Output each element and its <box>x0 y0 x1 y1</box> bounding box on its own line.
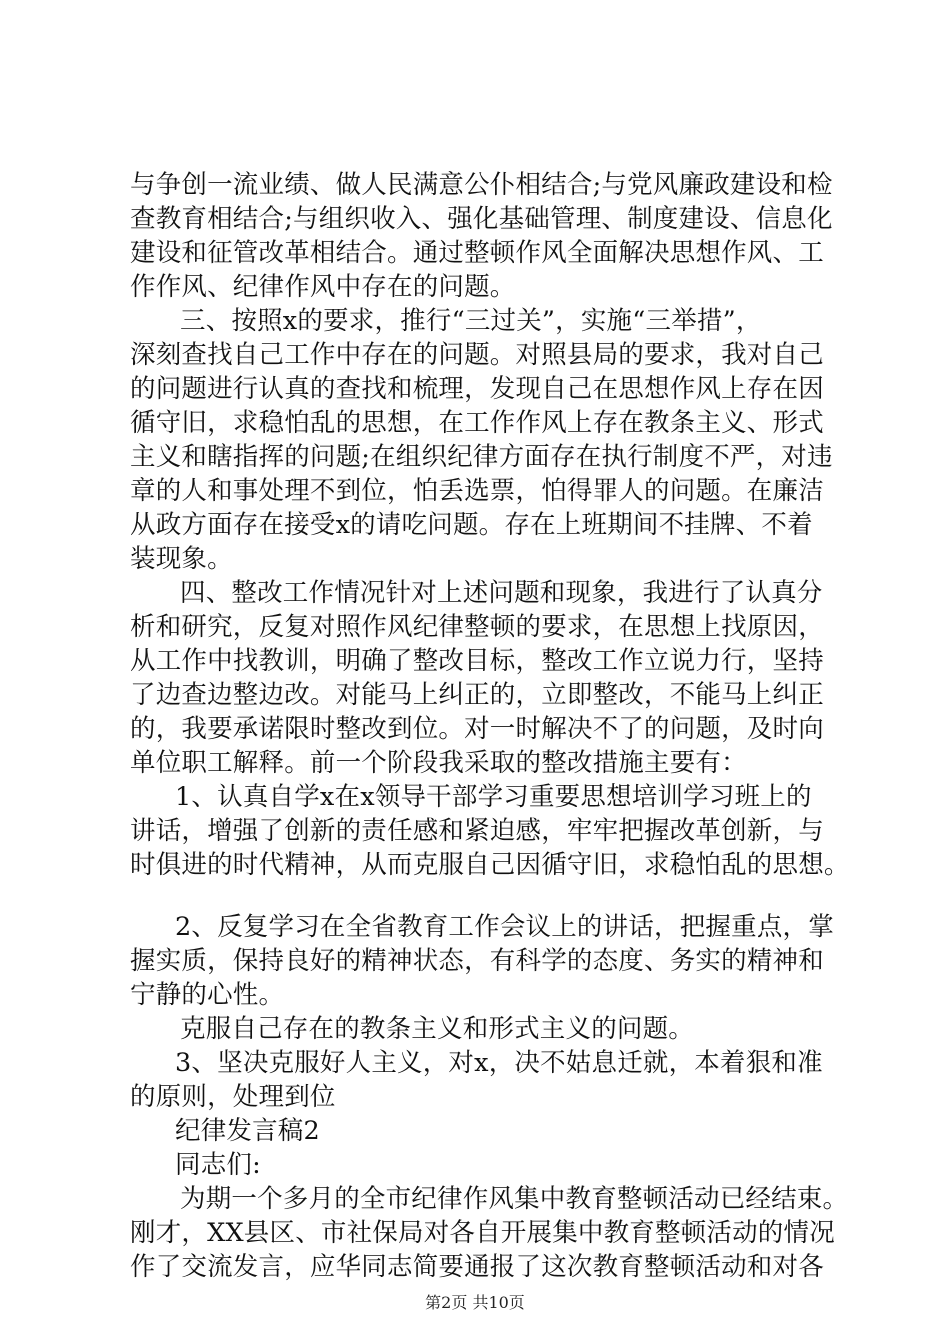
paragraph-line: 从工作中找教训，明确了整改目标，整改工作立说力行，坚持 <box>130 646 824 676</box>
paragraph-line: 3、坚决克服好人主义，对x，决不姑息迁就，本着狠和准 <box>175 1048 823 1078</box>
paragraph-line: 循守旧，求稳怕乱的思想，在工作作风上存在教条主义、形式 <box>130 408 824 438</box>
paragraph-line: 作了交流发言，应华同志简要通报了这次教育整顿活动和对各 <box>130 1252 824 1282</box>
paragraph-line: 刚才，XX县区、市社保局对各自开展集中教育整顿活动的情况 <box>130 1218 835 1248</box>
paragraph-line: 主义和瞎指挥的问题;在组织纪律方面存在执行制度不严，对违 <box>130 442 833 472</box>
paragraph-line: 装现象。 <box>130 544 233 574</box>
paragraph-line: 四、整改工作情况针对上述问题和现象，我进行了认真分 <box>180 578 823 608</box>
paragraph-line: 的，我要承诺限时整改到位。对一时解决不了的问题，及时向 <box>130 714 824 744</box>
paragraph-line: 时俱进的时代精神，从而克服自己因循守旧，求稳怕乱的思想。 <box>130 850 850 880</box>
paragraph-line: 深刻查找自己工作中存在的问题。对照县局的要求，我对自己 <box>130 340 824 370</box>
paragraph-line: 握实质，保持良好的精神状态，有科学的态度、务实的精神和 <box>130 946 824 976</box>
paragraph-line: 建设和征管改革相结合。通过整顿作风全面解决思想作风、工 <box>130 238 824 268</box>
paragraph-line: 与争创一流业绩、做人民满意公仆相结合;与党风廉政建设和检 <box>130 170 833 200</box>
paragraph-line: 克服自己存在的教条主义和形式主义的问题。 <box>180 1014 695 1044</box>
salutation: 同志们: <box>175 1150 261 1180</box>
paragraph-line: 1、认真自学x在x领导干部学习重要思想培训学习班上的 <box>175 782 812 812</box>
paragraph-line: 从政方面存在接受x的请吃问题。存在上班期间不挂牌、不着 <box>130 510 813 540</box>
section-heading: 纪律发言稿2 <box>175 1116 320 1146</box>
paragraph-line: 查教育相结合;与组织收入、强化基础管理、制度建设、信息化 <box>130 204 833 234</box>
paragraph-line: 宁静的心性。 <box>130 980 285 1010</box>
paragraph-line: 讲话，增强了创新的责任感和紧迫感，牢牢把握改革创新，与 <box>130 816 824 846</box>
paragraph-line: 章的人和事处理不到位，怕丢选票，怕得罪人的问题。在廉洁 <box>130 476 824 506</box>
paragraph-line: 了边查边整边改。对能马上纠正的，立即整改，不能马上纠正 <box>130 680 824 710</box>
paragraph-line: 的问题进行认真的查找和梳理，发现自己在思想作风上存在因 <box>130 374 824 404</box>
paragraph-line: 单位职工解释。前一个阶段我采取的整改措施主要有： <box>130 748 747 778</box>
paragraph-line: 为期一个多月的全市纪律作风集中教育整顿活动已经结束。 <box>180 1184 849 1214</box>
paragraph-line: 作作风、纪律作风中存在的问题。 <box>130 272 516 302</box>
paragraph-line: 2、反复学习在全省教育工作会议上的讲话，把握重点，掌 <box>175 912 834 942</box>
page-number-footer: 第2页 共10页 <box>425 1293 525 1312</box>
paragraph-line: 析和研究，反复对照作风纪律整顿的要求，在思想上找原因， <box>130 612 824 642</box>
paragraph-line: 的原则，处理到位 <box>130 1082 336 1112</box>
paragraph-line: 三、按照x的要求，推行“三过关”，实施“三举措”， <box>180 306 762 336</box>
